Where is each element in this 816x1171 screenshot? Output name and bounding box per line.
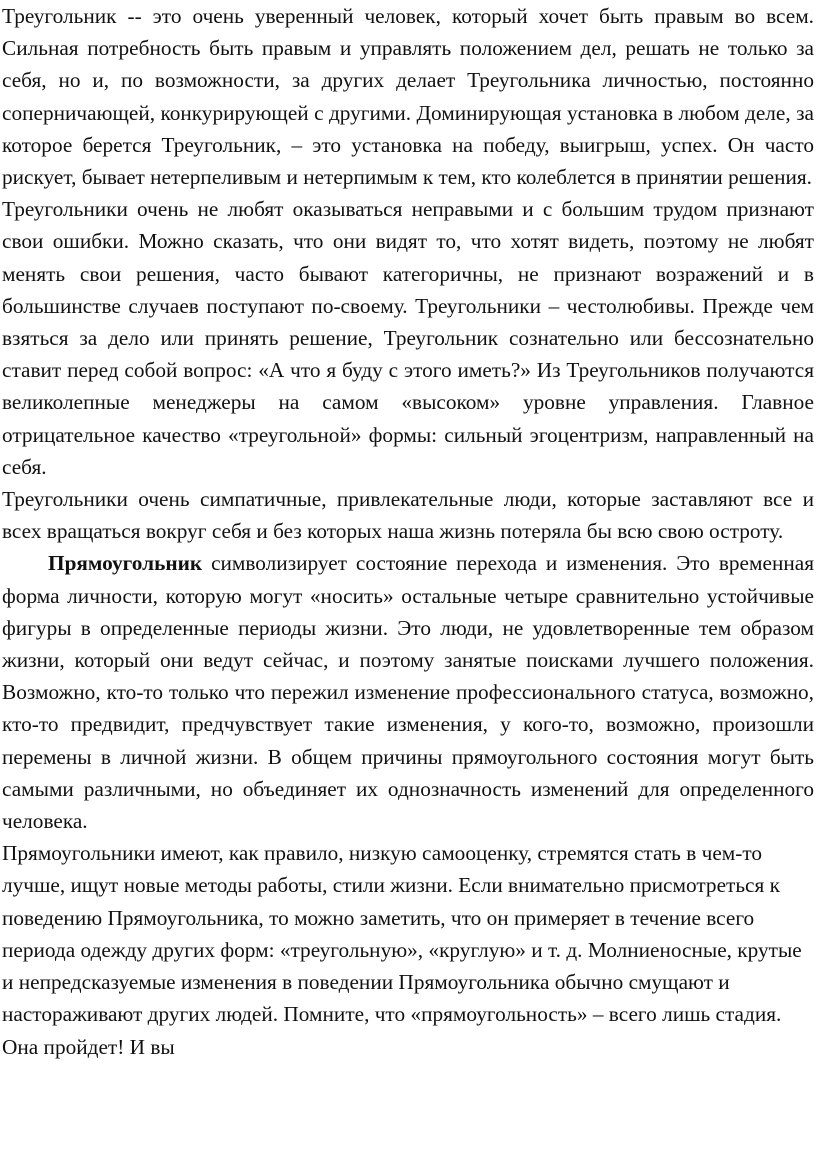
document-page [2,0,814,1063]
paragraph-triangle-appeal: Треугольники очень симпатичные, привлекательные люди, которые заставляют все и всех вращаться вокруг себя и без которых наша жизнь потеряла бы всю свою остроту. [2,487,814,544]
term-rectangle: Прямоугольник [48,551,203,576]
paragraph-triangle-traits: Треугольники очень не любят оказываться неправыми и с большим трудом признают свои ошибки. Можно сказать, что они видят то, что хотят видеть, поэтому не любят менять свои решения, часто бывают категоричны, не признают возражений и в большинстве случаев поступают по-своему. Треугольники – честолюбивы. Прежде чем взяться за дело или принять решение, Треугольник сознательно или бессознательно ставит перед собой вопрос: «А что я буду с этого иметь?» Из Треугольников получаются великолепные менеджеры на самом «высоком» уровне управления. Главное отрицательное качество «треугольной» формы: сильный эгоцентризм, направленный на себя. [2,197,814,479]
paragraph-rectangle-traits: Прямоугольники имеют, как правило, низкую самооценку, стремятся стать в чем-то лучше, ищут новые методы работы, стили жизни. Если внимательно присмотреться к поведению Прямоугольника, то можно заметить, что он примеряет в течение всего периода одежду других форм: «треугольную», «круглую» и т. д. Молниеносные, крутые и непредсказуемые изменения в поведении Прямоугольника обычно смущают и настораживают других людей. Помните, что «прямоугольность» – всего лишь стадия. Она пройдет! И вы [2,841,802,1059]
paragraph-rectangle-intro-text: символизирует состояние перехода и изменения. Это временная форма личности, которую могут «носить» остальные четыре сравнительно устойчивые фигуры в определенные периоды жизни. Это люди, не удовлетворенные тем образом жизни, который они ведут сейчас, и поэтому занятые поисками лучшего положения. Возможно, кто-то только что пережил изменение профессионального статуса, возможно, кто-то предвидит, предчувствует такие изменения, у кого-то, возможно, произошли перемены в личной жизни. В общем причины прямоугольного состояния могут быть самыми различными, но объединяет их однозначность изменений для определенного человека. [2,551,814,834]
paragraph-triangle-intro: Треугольник -- это очень уверенный человек, который хочет быть правым во всем. Сильная потребность быть правым и управлять положением дел, решать не только за себя, но и, по возможности, за других делает Треугольника личностью, постоянно соперничающей, конкурирующей с другими. Доминирующая установка в любом деле, за которое берется Треугольник, – это установка на победу, выигрыш, успех. Он часто рискует, бывает нетерпеливым и нетерпимым к тем, кто колеблется в принятии решения. [2,4,814,190]
paragraph-rectangle-intro [2,547,814,837]
